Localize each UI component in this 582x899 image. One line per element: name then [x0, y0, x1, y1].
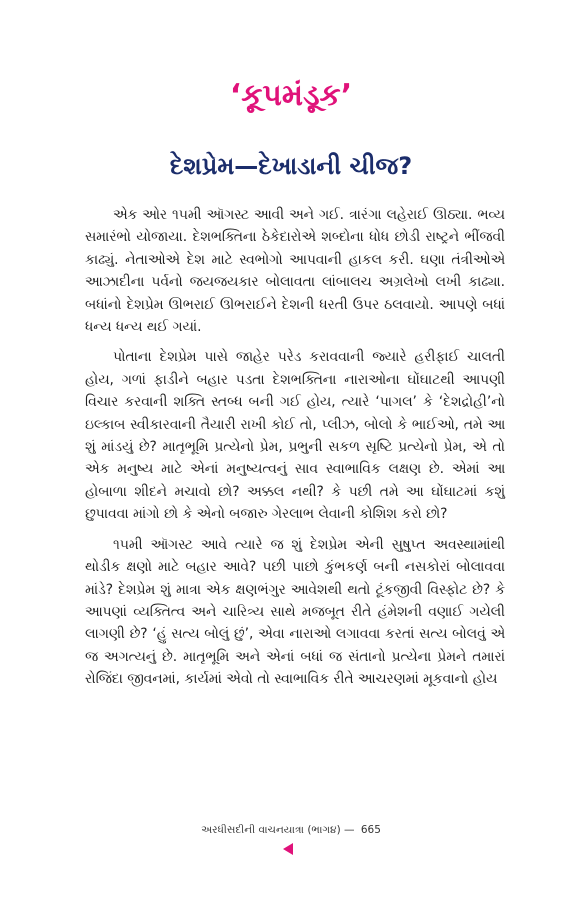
article-heading: દેશપ્રેમ—દેખાડાની ચીજ? [169, 152, 413, 180]
section-title: ‘કૂપમંડૂક’ [229, 78, 353, 113]
page-footer [0, 823, 582, 837]
paragraph-2: પોતાના દેશપ્રેમ પાસે જાહેર પરેડ કરાવવાની જ્યારે હરીફાઈ ચાલતી હોય, ગળાં ફાડીને બહાર પડતા દેશભક્તિના નારાઓના ઘોંઘાટથી આપણી વિચાર કરવાની શક્તિ સ્તબ્ધ બની ગઈ હોય, ત્યારે ‘પાગલ’ કે ‘દેશદ્રોહી’નો ઇલ્કાબ સ્વીકારવાની તૈયારી રાખી કોઈ તો, પ્લીઝ, બોલો કે ભાઈઓ, તમે આ શું માંડયું છે? માતૃભૂમિ પ્રત્યેનો પ્રેમ, પ્રભુની સકળ સૃષ્ટિ પ્રત્યેનો પ્રેમ, એ તો એક મનુષ્ય માટે એનાં મનુષ્યત્વનું સાવ સ્વાભાવિક લક્ષણ છે. એમાં આ હોબાળા શીદને મચાવો છો? અક્કલ નથી? કે પછી તમે આ ઘોંઘાટમાં કશું છુપાવવા માંગો છો કે એનો બજારુ ગેરલાભ લેવાની કોશિશ કરો છો? [85, 349, 505, 523]
page-number: 665 [360, 824, 381, 836]
footer-separator: — [344, 824, 355, 836]
article-body [85, 204, 505, 699]
paragraph-1: એક ઓર ૧૫મી ઑગસ્ટ આવી અને ગઈ. ત્રારંગા લહેરાઈ ઊઠ્યા. ભવ્ય સમારંભો યોજાયા. દેશભક્તિના ઠેકેદારોએ શબ્દોના ધોધ છોડી રાષ્ટ્રને ભીંજવી કાઢ્યું. નેતાઓએ દેશ માટે સ્વભોગો આપવાની હાકલ કરી. ઘણા તંત્રીઓએ આઝાદીના પર્વનો જયજયકાર બોલાવતા લાંબાલચ અગ્રલેખો લખી કાઢ્યા. બધાંનો દેશપ્રેમ ઊભરાઈ ઊભરાઈને દેશની ધરતી ઉપર ઠલવાયો. આપણે બધાં ધન્ય ધન્ય થઈ ગયાં. [85, 207, 505, 336]
footer-book-title: અરધીસદીની વાચનયાત્રા (ભાગ૪) [201, 824, 341, 836]
paragraph-3: ૧૫મી ઑગસ્ટ આવે ત્યારે જ શું દેશપ્રેમ એની સુષુપ્ત અવસ્થામાંથી થોડીક ક્ષણો માટે બહાર આવે? પછી પાછો કુંભકર્ણ બની નસકોરાં બોલાવવા માંડે? દેશપ્રેમ શું માત્રા એક ક્ષણભંગુર આવેશથી થતો ટૂંકજીવી વિસ્ફોટ છે? કે આપણાં વ્યક્તિત્વ અને ચારિત્ર્ય સાથે મજબૂત રીતે હંમેશની વણાઈ ગયેલી લાગણી છે? ‘હું સત્ય બોલું છું’, એવા નારાઓ લગાવવા કરતાં સત્ય બોલવું એ જ અગત્યનું છે. માતૃભૂમિ અને એનાં બધાં જ સંતાનો પ્રત્યેના પ્રેમને તમારાં રોજિંદા જીવનમાં, કાર્યમાં એવો તો સ્વાભાવિક રીતે આચરણમાં મૂકવાનો હોય [85, 536, 505, 688]
previous-page-arrow-icon[interactable] [283, 843, 293, 855]
